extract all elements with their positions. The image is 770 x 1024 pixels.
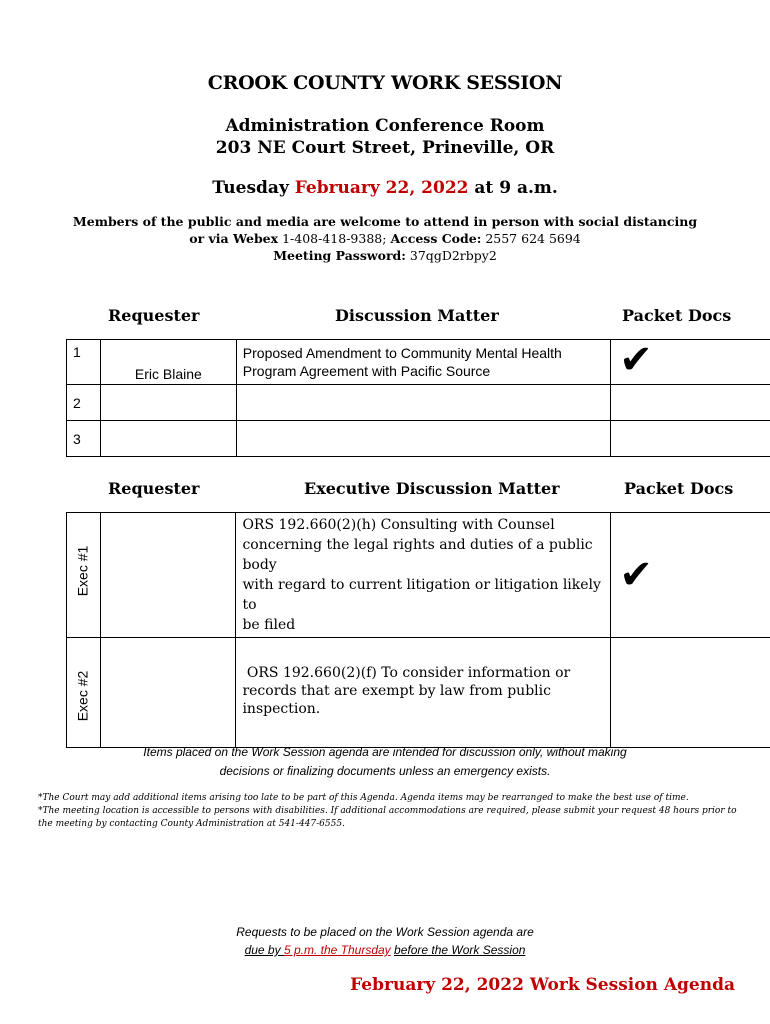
row-packet <box>611 513 770 638</box>
footer-title: February 22, 2022 Work Session Agenda <box>350 975 735 995</box>
row-requester <box>100 421 236 457</box>
fine-print-1: *The Court may add additional items arising too late to be part of this Agenda. Agenda items may be rearranged to make the best use of time. <box>38 793 689 803</box>
row-matter: ORS 192.660(2)(h) Consulting with Counsel concerning the legal rights and duties of a public body with regard to current litigation or litigation likely to be filed <box>236 513 611 638</box>
row-number: 1 <box>67 340 101 385</box>
row-matter: ORS 192.660(2)(f) To consider information or records that are exempt by law from public inspection. <box>236 638 611 748</box>
location-room: Administration Conference Room <box>225 116 545 136</box>
date-time: at 9 a.m. <box>474 178 558 198</box>
note-italic-1: Items placed on the Work Session agenda are intended for discussion only, without making <box>143 745 627 759</box>
row-number: 3 <box>67 421 101 457</box>
date-value: February 22, 2022 <box>294 178 469 198</box>
page-title: CROOK COUNTY WORK SESSION <box>207 72 563 94</box>
col-matter-header: Discussion Matter <box>335 306 499 325</box>
row-requester <box>100 385 236 421</box>
request-line-1: Requests to be placed on the Work Session agenda are <box>236 925 534 939</box>
access-line2: or via Webex 1-408-418-9388; Access Code: 2557 624 5694 <box>189 231 581 246</box>
exec-col-requester-header: Requester <box>108 479 200 498</box>
location-address: 203 NE Court Street, Prineville, OR <box>215 138 555 158</box>
row-matter <box>236 385 610 421</box>
row-packet <box>611 421 770 457</box>
row-requester <box>100 513 236 638</box>
exec-col-matter-header: Executive Discussion Matter <box>304 479 560 498</box>
row-packet <box>611 385 770 421</box>
executive-table <box>66 512 770 748</box>
col-requester-header: Requester <box>108 306 200 325</box>
table-row <box>67 638 770 748</box>
fine-print-3: the meeting by contacting County Administration at 541-447-6555. <box>38 819 345 829</box>
access-password: Meeting Password: 37qgD2rbpy2 <box>273 248 497 263</box>
request-line-2: due by 5 p.m. the Thursday before the Work Session <box>244 943 526 957</box>
row-requester <box>100 638 236 748</box>
table-row <box>67 421 770 457</box>
row-packet <box>611 638 770 748</box>
col-packet-header: Packet Docs <box>622 306 732 325</box>
table-row <box>67 385 770 421</box>
row-requester: Eric Blaine <box>100 340 236 385</box>
row-matter: Proposed Amendment to Community Mental Health Program Agreement with Pacific Source <box>236 340 610 385</box>
exec-col-packet-header: Packet Docs <box>624 479 734 498</box>
fine-print-2: *The meeting location is accessible to persons with disabilities. If additional accommodations are required, please submit your request 48 hours prior to <box>38 806 737 816</box>
note-italic-2: decisions or finalizing documents unless an emergency exists. <box>219 764 551 778</box>
access-line1: Members of the public and media are welcome to attend in person with social distancing <box>72 214 698 229</box>
exec-label-cell <box>67 513 101 638</box>
exec-label: Exec #1 <box>74 545 91 597</box>
row-number: 2 <box>67 385 101 421</box>
meeting-date <box>0 178 770 198</box>
checkmark-icon: ✔ <box>619 337 653 383</box>
date-prefix: Tuesday <box>212 178 289 198</box>
row-matter <box>236 421 610 457</box>
discussion-table <box>66 339 770 457</box>
row-packet <box>611 337 770 385</box>
table-row <box>67 513 770 638</box>
checkmark-icon: ✔ <box>619 552 653 598</box>
exec-label: Exec #2 <box>74 670 91 722</box>
exec-label-cell <box>67 638 101 748</box>
table-row <box>67 340 770 385</box>
